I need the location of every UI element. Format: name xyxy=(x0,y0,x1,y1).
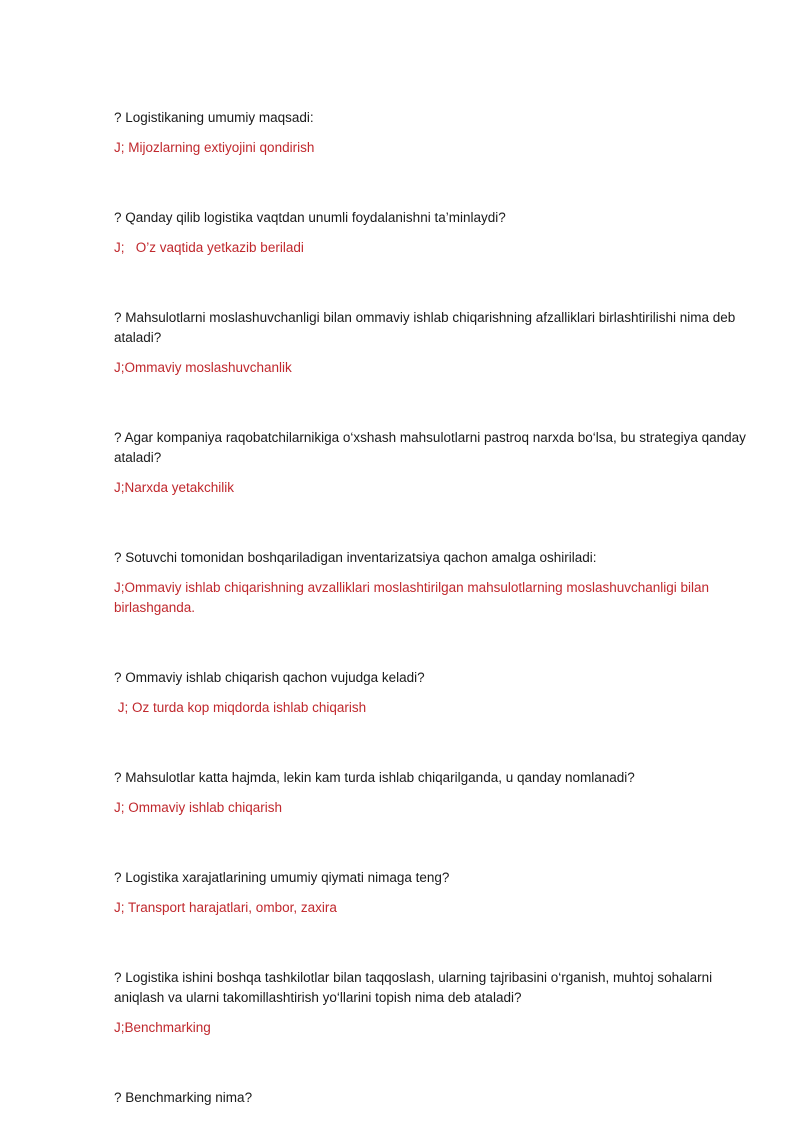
answer-text: J;Ommaviy moslashuvchanlik xyxy=(114,360,292,375)
question-text: ? Logistika xarajatlarining umumiy qiymati nimaga teng? xyxy=(114,870,450,885)
qa-item-1 xyxy=(114,108,754,158)
qa-item-2 xyxy=(114,208,754,258)
qa-item-9 xyxy=(114,968,754,1038)
question-text: ? Agar kompaniya raqobatchilarnikiga o‘xshash mahsulotlarni pastroq narxda bo‘lsa, bu strategiya qanday ataladi? xyxy=(114,430,750,465)
qa-item-5 xyxy=(114,548,754,618)
answer-text: J;Ommaviy ishlab chiqarishning avzalliklari moslashtirilgan mahsulotlarning moslashuvchanligi bilan birlashganda. xyxy=(114,580,713,615)
document-page xyxy=(114,108,754,1108)
question-text: ? Benchmarking nima? xyxy=(114,1090,253,1105)
qa-item-4 xyxy=(114,428,754,498)
question-text: ? Mahsulotlarni moslashuvchanligi bilan ommaviy ishlab chiqarishning afzalliklari birlashtirilishi nima deb ataladi? xyxy=(114,310,740,345)
qa-item-10 xyxy=(114,1088,754,1108)
question-text: ? Logistika ishini boshqa tashkilotlar bilan taqqoslash, ularning tajribasini o‘rganish, muhtoj sohalarni aniqlash va ularni takomillashtirish yo‘llarini topish nima deb ataladi? xyxy=(114,970,716,1005)
answer-text: J; Mijozlarning extiyojini qondirish xyxy=(114,140,315,155)
question-text: ? Logistikaning umumiy maqsadi: xyxy=(114,110,314,125)
question-text: ? Sotuvchi tomonidan boshqariladigan inventarizatsiya qachon amalga oshiriladi: xyxy=(114,550,597,565)
answer-text: J; O’z vaqtida yetkazib beriladi xyxy=(114,240,304,255)
answer-text: J; Oz turda kop miqdorda ishlab chiqarish xyxy=(114,700,367,715)
qa-item-3 xyxy=(114,308,754,378)
question-text: ? Mahsulotlar katta hajmda, lekin kam turda ishlab chiqarilganda, u qanday nomlanadi? xyxy=(114,770,635,785)
answer-text: J;Narxda yetakchilik xyxy=(114,480,235,495)
qa-item-8 xyxy=(114,868,754,918)
answer-text: J; Ommaviy ishlab chiqarish xyxy=(114,800,283,815)
question-text: ? Ommaviy ishlab chiqarish qachon vujudga keladi? xyxy=(114,670,425,685)
qa-item-7 xyxy=(114,768,754,818)
answer-text: J;Benchmarking xyxy=(114,1020,211,1035)
question-text: ? Qanday qilib logistika vaqtdan unumli foydalanishni ta’minlaydi? xyxy=(114,210,506,225)
qa-item-6 xyxy=(114,668,754,718)
answer-text: J; Transport harajatlari, ombor, zaxira xyxy=(114,900,337,915)
